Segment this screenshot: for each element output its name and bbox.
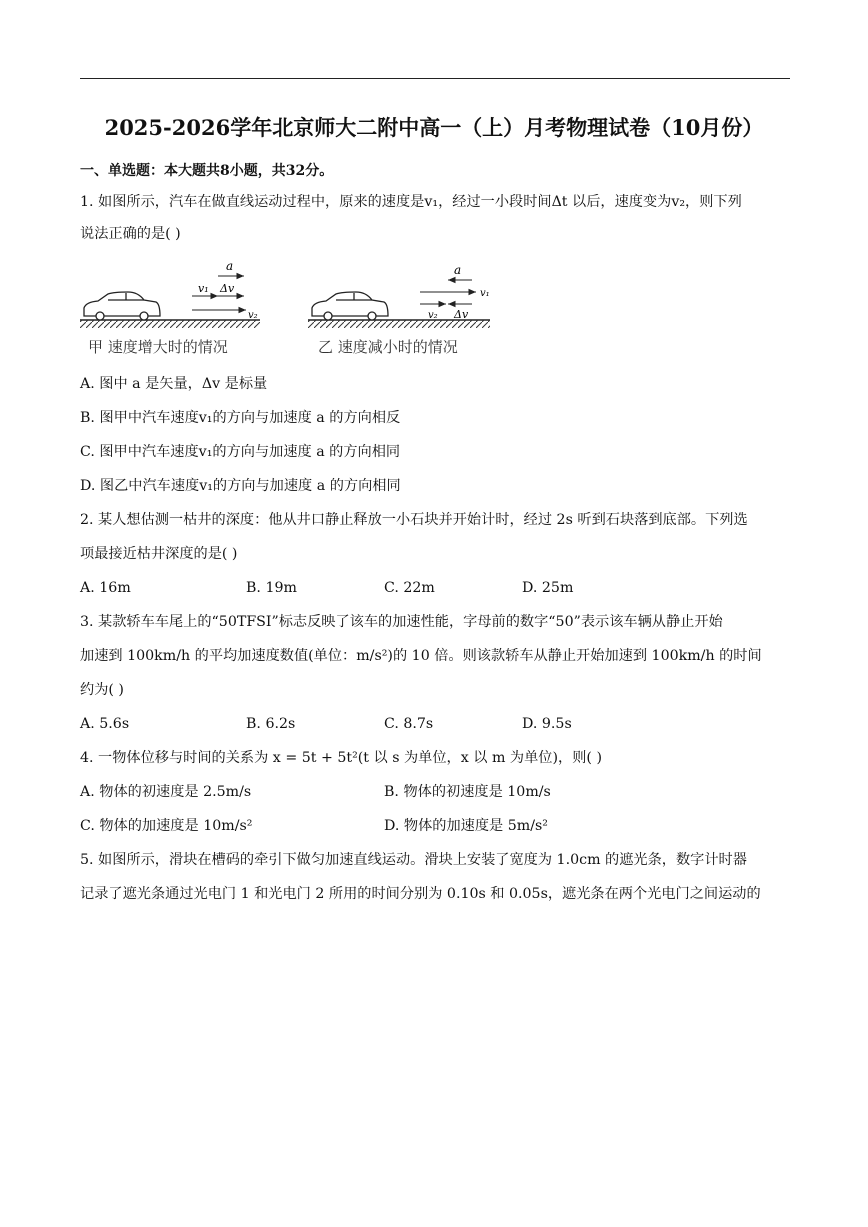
q2-option-a: A. 16m [80, 580, 131, 596]
q1-option-c: C. 图甲中汽车速度v₁的方向与加速度 a 的方向相同 [80, 444, 401, 460]
label-v2-left: v₂ [248, 310, 258, 321]
q3-stem-line3: 约为( ) [80, 682, 124, 698]
q1-option-a: A. 图中 a 是矢量，Δv 是标量 [80, 376, 268, 392]
q2-option-b: B. 19m [246, 580, 297, 596]
q1-stem-line1: 1. 如图所示，汽车在做直线运动过程中，原来的速度是v₁，经过一小段时间Δt 以后，速度变为v₂，则下列 [80, 194, 742, 210]
q3-option-c: C. 8.7s [384, 716, 434, 732]
q2-option-c: C. 22m [384, 580, 435, 596]
label-a-left: a [226, 259, 234, 273]
q3-stem-line1: 3. 某款轿车车尾上的“50TFSI”标志反映了该车的加速性能，字母前的数字“50”表示该车辆从静止开始 [80, 614, 723, 630]
header-rule [80, 78, 790, 79]
q1-option-d: D. 图乙中汽车速度v₁的方向与加速度 a 的方向相同 [80, 478, 401, 494]
page-title: 2025-2026学年北京师大二附中高一（上）月考物理试卷（10月份） [104, 115, 764, 140]
label-v1-right: v₁ [480, 288, 490, 299]
q4-option-c: C. 物体的加速度是 10m/s² [80, 818, 253, 834]
label-dv-left: Δv [220, 282, 235, 295]
q1-stem-line2: 说法正确的是( ) [80, 226, 181, 242]
q3-option-b: B. 6.2s [246, 716, 296, 732]
label-v2-right: v₂ [428, 310, 438, 321]
car-right-icon [312, 292, 388, 320]
fig-caption-right: 乙 速度减小时的情况 [318, 338, 458, 356]
section-heading: 一、单选题：本大题共8小题，共32分。 [80, 163, 334, 179]
q5-stem-line1: 5. 如图所示，滑块在槽码的牵引下做匀加速直线运动。滑块上安装了宽度为 1.0cm 的遮光条，数字计时器 [80, 852, 747, 868]
q1-figure [80, 256, 500, 360]
q4-option-d: D. 物体的加速度是 5m/s² [384, 818, 548, 834]
q2-stem-line1: 2. 某人想估测一枯井的深度：他从井口静止释放一小石块并开始计时，经过 2s 听到石块落到底部。下列选 [80, 512, 748, 528]
q4-stem-line1: 4. 一物体位移与时间的关系为 x = 5t + 5t²(t 以 s 为单位，x 以 m 为单位)，则( ) [80, 750, 602, 766]
q1-option-b: B. 图甲中汽车速度v₁的方向与加速度 a 的方向相反 [80, 410, 401, 426]
q4-option-a: A. 物体的初速度是 2.5m/s [80, 784, 252, 800]
q3-stem-line2: 加速到 100km/h 的平均加速度数值(单位：m/s²)的 10 倍。则该款轿车从静止开始加速到 100km/h 的时间 [80, 648, 762, 664]
ground-right [308, 320, 490, 328]
label-a-right: a [454, 263, 462, 277]
q3-option-d: D. 9.5s [522, 716, 572, 732]
q3-option-a: A. 5.6s [80, 716, 130, 732]
label-dv-right: Δv [454, 308, 469, 321]
car-left-icon [84, 292, 160, 320]
q5-stem-line2: 记录了遮光条通过光电门 1 和光电门 2 所用的时间分别为 0.10s 和 0.05s，遮光条在两个光电门之间运动的 [80, 886, 761, 902]
arrows-right [420, 280, 476, 304]
q2-option-d: D. 25m [522, 580, 574, 596]
fig-caption-left: 甲 速度增大时的情况 [88, 338, 228, 356]
ground-left [80, 320, 260, 328]
q2-stem-line2: 项最接近枯井深度的是( ) [80, 546, 238, 562]
q4-option-b: B. 物体的初速度是 10m/s [384, 784, 551, 800]
label-v1-left: v₁ [198, 282, 209, 295]
